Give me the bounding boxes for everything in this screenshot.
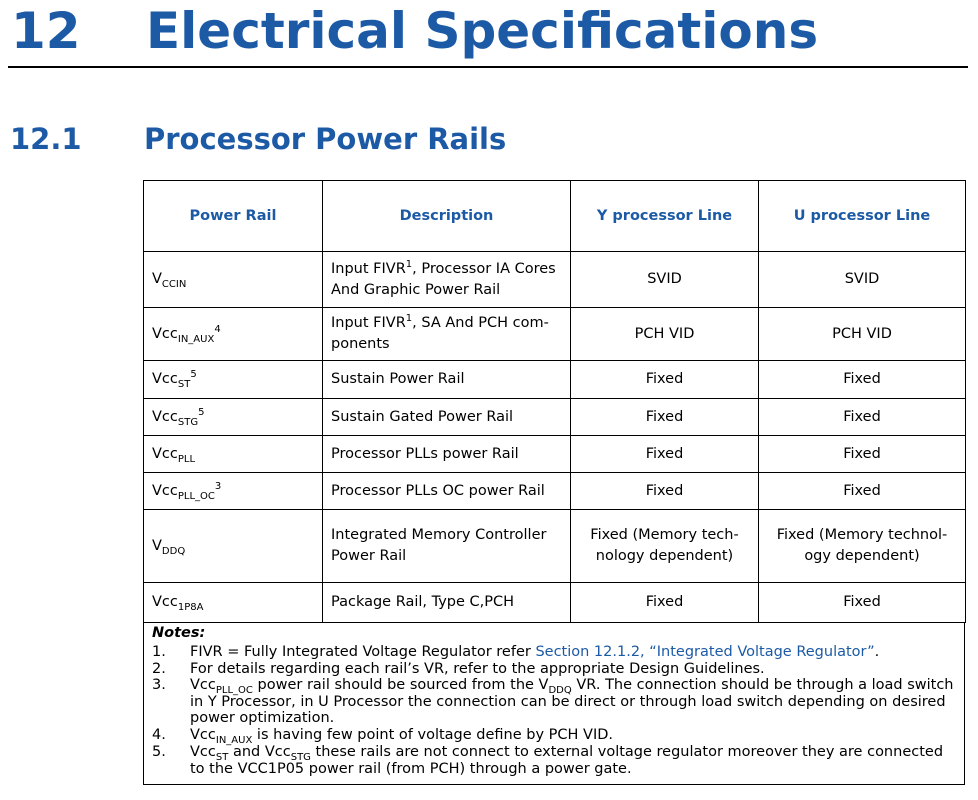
section-number: 12.1 bbox=[10, 122, 82, 156]
note-number: 3. bbox=[152, 677, 166, 693]
rail-description: Input FIVR$^1$, SA And PCH com-ponents bbox=[323, 308, 571, 361]
chapter-number: 12 bbox=[11, 2, 81, 60]
u-line-value: Fixed bbox=[759, 399, 966, 436]
rail-name: Vcc$_{PLL\_OC}^3$ bbox=[144, 473, 323, 510]
u-line-value: Fixed (Memory technol-ogy dependent) bbox=[759, 510, 966, 583]
y-line-value: PCH VID bbox=[571, 308, 759, 361]
u-line-value: Fixed bbox=[759, 361, 966, 399]
rail-name: $V_{CCIN}$ bbox=[144, 252, 323, 308]
y-line-value: Fixed bbox=[571, 436, 759, 473]
table-row bbox=[144, 436, 966, 473]
section-title: Processor Power Rails bbox=[144, 122, 507, 156]
table-row bbox=[144, 583, 966, 623]
rail-description: Processor PLLs power Rail bbox=[323, 436, 571, 473]
table-header-row bbox=[144, 181, 966, 252]
table-row bbox=[144, 473, 966, 510]
rail-name: Vcc$_{PLL}$ bbox=[144, 436, 323, 473]
u-line-value: Fixed bbox=[759, 436, 966, 473]
note-number: 5. bbox=[152, 744, 166, 760]
y-line-value: Fixed bbox=[571, 583, 759, 623]
u-line-value: PCH VID bbox=[759, 308, 966, 361]
section-link[interactable]: Section 12.1.2, “Integrated Voltage Regulator” bbox=[535, 644, 875, 660]
rail-name: $V_{DDQ}$ bbox=[144, 510, 323, 583]
note-number: 2. bbox=[152, 660, 166, 677]
u-line-value: Fixed bbox=[759, 583, 966, 623]
table-row bbox=[144, 252, 966, 308]
y-line-value: Fixed (Memory tech-nology dependent) bbox=[571, 510, 759, 583]
y-line-value: SVID bbox=[571, 252, 759, 308]
note-text: Vcc$_{ST}$ and Vcc$_{STG}$ these rails are not connect to external voltage regulator moreover they are connected to the VCC1P05 power rail (from PCH) through a power gate. bbox=[190, 744, 944, 777]
chapter-heading bbox=[8, 0, 968, 68]
header-description: Description bbox=[323, 181, 571, 252]
u-line-value: SVID bbox=[759, 252, 966, 308]
header-y-processor-line: Y processor Line bbox=[571, 181, 759, 252]
rail-name: Vcc$_{ST}^5$ bbox=[144, 361, 323, 399]
u-line-value: Fixed bbox=[759, 473, 966, 510]
rail-description: Integrated Memory Controller Power Rail bbox=[323, 510, 571, 583]
rail-description: Sustain Power Rail bbox=[323, 361, 571, 399]
y-line-value: Fixed bbox=[571, 399, 759, 436]
note-text: Vcc$_{PLL\_OC}$ power rail should be sourced from the $V_{DDQ}$ VR. The connection should be through a load switch in Y Processor, in U Processor the connection can be direct or through load switch depending on desired power optimization. bbox=[190, 677, 954, 726]
note-text: Vcc$_{IN\_AUX}$ is having few point of voltage define by PCH VID. bbox=[190, 727, 613, 746]
notes-box bbox=[143, 623, 965, 785]
notes-header: Notes: bbox=[152, 625, 206, 641]
rail-name: Vcc$_{STG}^5$ bbox=[144, 399, 323, 436]
header-power-rail: Power Rail bbox=[144, 181, 323, 252]
note-number: 4. bbox=[152, 727, 166, 743]
table-row bbox=[144, 308, 966, 361]
table-row bbox=[144, 510, 966, 583]
y-line-value: Fixed bbox=[571, 361, 759, 399]
table-row bbox=[144, 399, 966, 436]
rail-description: Input FIVR$^1$, Processor IA Cores And Graphic Power Rail bbox=[323, 252, 571, 308]
rail-name: Vcc$_{IN\_AUX}^4$ bbox=[144, 308, 323, 361]
rail-description: Processor PLLs OC power Rail bbox=[323, 473, 571, 510]
note-number: 1. bbox=[152, 644, 166, 660]
table-row bbox=[144, 361, 966, 399]
note-text: For details regarding each rail’s VR, refer to the appropriate Design Guidelines. bbox=[190, 660, 765, 677]
rail-description: Package Rail, Type C,PCH bbox=[323, 583, 571, 623]
y-line-value: Fixed bbox=[571, 473, 759, 510]
rail-name: Vcc$_{1P8A}$ bbox=[144, 583, 323, 623]
header-u-processor-line: U processor Line bbox=[759, 181, 966, 252]
power-rails-table bbox=[143, 180, 966, 623]
chapter-title: Electrical Specifications bbox=[146, 2, 819, 60]
note-text: FIVR = Fully Integrated Voltage Regulator refer Section 12.1.2, “Integrated Voltage Regulator”. bbox=[190, 644, 880, 660]
rail-description: Sustain Gated Power Rail bbox=[323, 399, 571, 436]
